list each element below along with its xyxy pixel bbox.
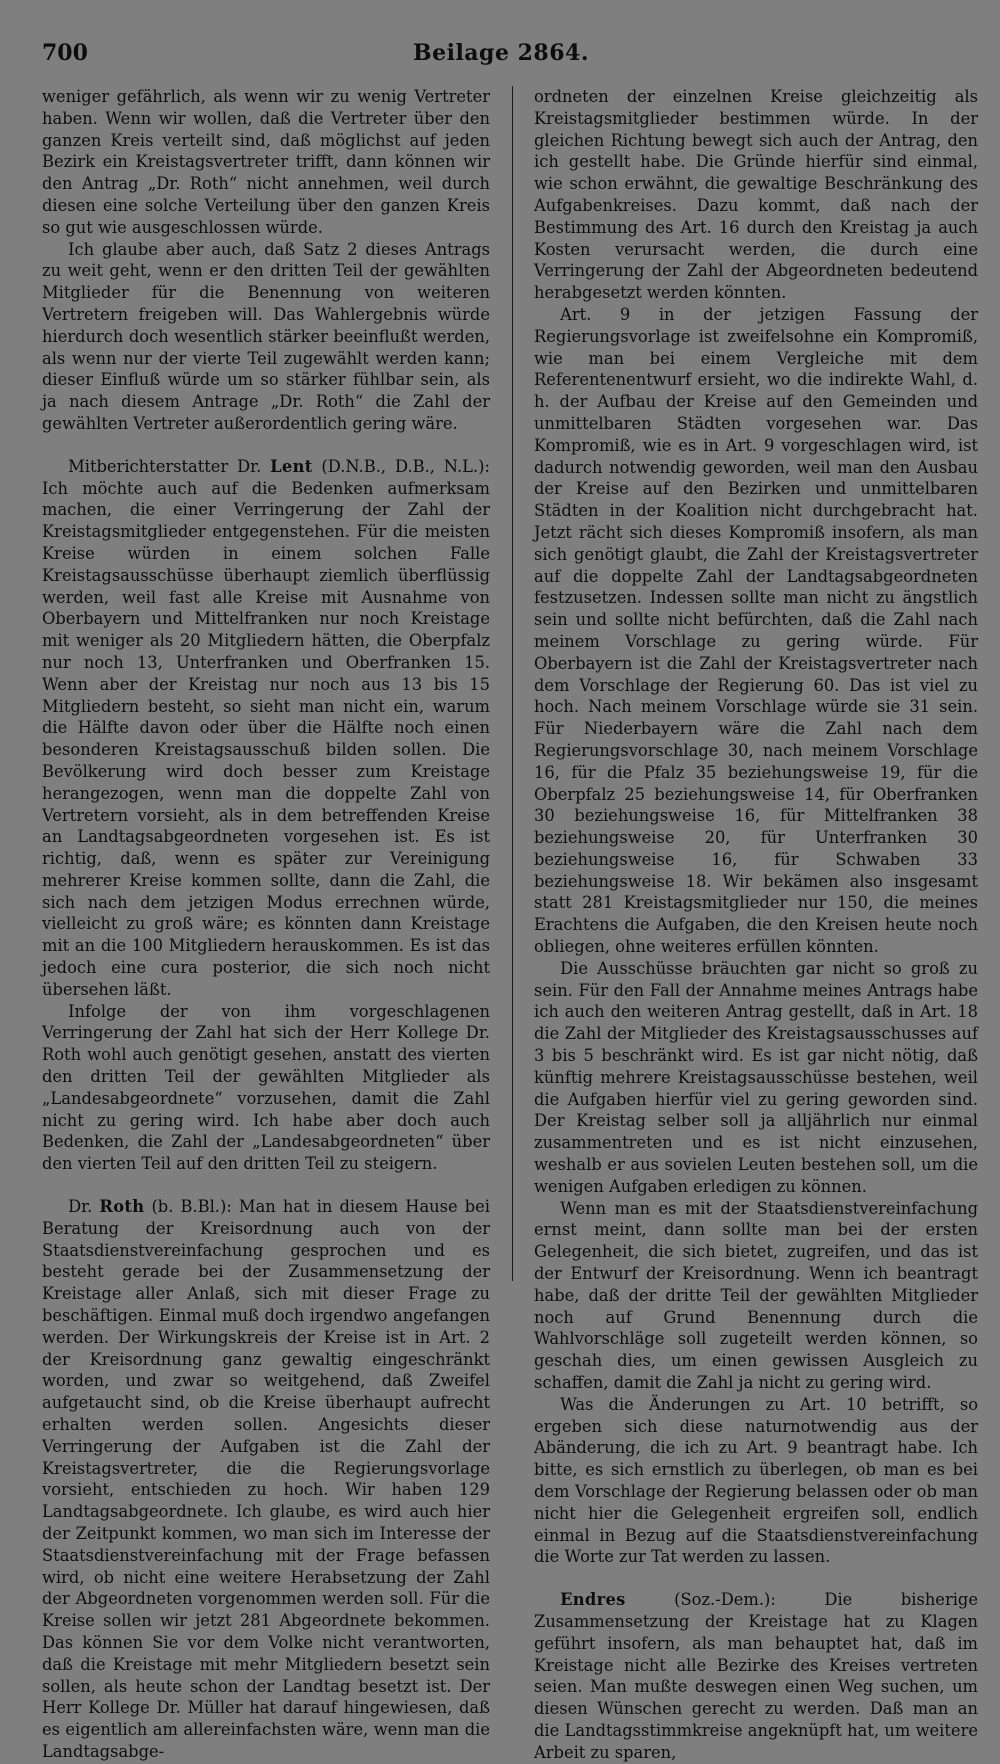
- speaker-name: Lent: [270, 456, 313, 476]
- speech-text: Man hat in diesem Hause bei Beratung der Kreisordnung auch von der Staatsdienstvereinfachung gesprochen und es besteht gerade bei der Zusammensetzung der Kreistage aller Anlaß, sich mit dieser Frage zu beschäftigen. Einmal muß doch irgendwo angefangen werden. Der Wirkungskreis der Kreise ist in Art. 2 der Kreisordnung ganz gewaltig eingeschränkt worden, und zwar so weitgehend, daß Zweifel aufgetaucht sind, ob die Kreise überhaupt aufrecht erhalten werden sollen. Angesichts dieser Verringerung der Aufgaben ist die Zahl der Kreistagsvertreter, die die Regierungsvorlage vorsieht, entschieden zu hoch. Wir haben 129 Landtagsabgeordnete. Ich glaube, es wird auch hier der Zeitpunkt kommen, wo man sich im Interesse der Staatsdienstvereinfachung mit der Frage befassen wird, ob nicht eine weitere Herabsetzung der Zahl der Abgeordneten vorgenommen werden soll. Für die Kreise sollen wir jetzt 281 Abgeordnete bekommen. Das können Sie vor dem Volke nicht verantworten, daß die Kreistage mit mehr Mitgliedern besetzt sein sollen, als heute schon der Landtag besetzt ist. Der Herr Kollege Dr. Müller hat darauf hingewiesen, daß es eigentlich am allereinfachsten wäre, wenn man die Landtagsabge-: [42, 1197, 491, 1761]
- speech-lent: [42, 456, 490, 1001]
- page-header: [42, 40, 960, 70]
- speaker-faction: (D.N.B., D.B., N.L.):: [312, 456, 490, 476]
- speaker-name: Roth: [99, 1197, 145, 1217]
- paragraph: Die Ausschüsse bräuchten gar nicht so groß zu sein. Für den Fall der Annahme meines Antrags habe ich auch den weiteren Antrag gestellt, daß in Art. 18 die Zahl der Mitglieder des Kreistagsausschusses auf 3 bis 5 beschränkt wird. Es ist gar nicht nötig, daß künftig mehrere Kreistagsausschüsse bestehen, weil die Aufgaben hierfür viel zu gering geworden sind. Der Kreistag selber soll ja alljährlich nur einmal zusammentreten und es ist nicht einzusehen, weshalb er aus sovielen Leuten bestehen soll, um die wenigen Aufgaben erledigen zu können.: [534, 958, 978, 1196]
- speaker-role: Dr.: [68, 1197, 100, 1217]
- speech-endres: [534, 1589, 978, 1763]
- paragraph: ordneten der einzelnen Kreise gleichzeitig als Kreistagsmitglieder bestimmen würde. In der gleichen Richtung bewegt sich auch der Antrag, den ich gestellt habe. Die Gründe hierfür sind einmal, wie schon erwähnt, die gewaltige Beschränkung des Aufgabenkreises. Dazu kommt, daß nach der Bestimmung des Art. 16 durch den Kreistag ja auch Kosten verursacht werden, die durch eine Verringerung der Zahl der Abgeordneten bedeutend herabgesetzt werden könnten.: [534, 87, 978, 303]
- paragraph: Art. 9 in der jetzigen Fassung der Regierungsvorlage ist zweifelsohne ein Kompromiß, wie man bei einem Vergleiche mit dem Referentenentwurf ersieht, wo die indirekte Wahl, d. h. der Aufbau der Kreise auf den Gemeinden und unmittelbaren Städten vorgesehen war. Das Kompromiß, wie es in Art. 9 vorgeschlagen wird, ist dadurch notwendig geworden, weil man den Ausbau der Kreise auf den Bezirken und unmittelbaren Städten in der Koalition nicht durchgebracht hat. Jetzt rächt sich dieses Kompromiß insofern, als man sich genötigt glaubt, die Zahl der Kreistagsvertreter auf die doppelte Zahl der Landtagsabgeordneten festzusetzen. Indessen sollte man nicht zu ängstlich sein und sollte nicht befürchten, daß die Zahl nach meinem Vorschlage zu gering würde. Für Oberbayern ist die Zahl der Kreistagsvertreter nach dem Vorschlage der Regierung 60. Das ist viel zu hoch. Nach meinem Vorschlage würde sie 31 sein. Für Niederbayern wäre die Zahl nach dem Regierungsvorschlage 30, nach meinem Vorschlage 16, für die Pfalz 35 beziehungsweise 19, für die Oberpfalz 25 beziehungsweise 14, für Oberfranken 30 beziehungsweise 16, für Mittelfranken 38 beziehungsweise 20, für Unterfranken 30 beziehungsweise 16, für Schwaben 33 beziehungsweise 18. Wir bekämen also insgesamt statt 281 Kreistagsmitglieder nur 150, die meines Erachtens die Aufgaben, die den Kreisen heute noch obliegen, ohne weiteres erfüllen könnten.: [534, 304, 978, 957]
- speaker-faction: (Soz.-Dem.):: [625, 1590, 776, 1610]
- paragraph: weniger gefährlich, als wenn wir zu wenig Vertreter haben. Wenn wir wollen, daß die Vertreter über den ganzen Kreis verteilt sind, daß möglichst auf jeden Bezirk ein Kreistagsvertreter trifft, dann können wir den Antrag „Dr. Roth“ nicht annehmen, weil durch diesen eine solche Verteilung über den ganzen Kreis so gut wie ausgeschlossen würde.: [42, 87, 490, 237]
- paragraph: Infolge der von ihm vorgeschlagenen Verringerung der Zahl hat sich der Herr Kollege Dr. Roth wohl auch genötigt gesehen, anstatt des vierten den dritten Teil der gewählten Mitglieder als „Landesabgeordnete“ vorzusehen, damit die Zahl nicht zu gering wird. Ich habe aber doch auch Bedenken, die Zahl der „Landesabgeordneten“ über den vierten Teil auf den dritten Teil zu steigern.: [42, 1001, 490, 1174]
- speech-text: Ich möchte auch auf die Bedenken aufmerksam machen, die einer Verringerung der Zahl der Kreistagsmitglieder entgegenstehen. Für die meisten Kreise würden in einem solchen Falle Kreistagsausschüsse überhaupt ziemlich überflüssig werden, weil fast alle Kreise mit Ausnahme von Oberbayern und Mittelfranken nur noch Kreistage mit weniger als 20 Mitgliedern hätten, die Oberpfalz nur noch 13, Unterfranken und Oberfranken 15. Wenn aber der Kreistag nur noch aus 13 bis 15 Mitgliedern besteht, so sieht man nicht ein, warum die Hälfte davon oder über die Hälfte noch einen besonderen Kreistagsausschuß bilden sollen. Die Bevölkerung wird doch besser zum Kreistage herangezogen, wenn man die doppelte Zahl von Vertretern vorsieht, als in dem betreffenden Kreise an Landtagsabgeordneten vorgesehen ist. Es ist richtig, daß, wenn es später zur Vereinigung mehrerer Kreise kommen sollte, dann die Zahl, die sich nach dem jetzigen Modus errechnen würde, vielleicht zu groß wäre; es könnten dann Kreistage mit an die 100 Mitgliedern herauskommen. Es ist das jedoch eine cura posterior, die sich noch nicht übersehen läßt.: [42, 478, 490, 999]
- speech-roth: [42, 1196, 490, 1763]
- right-column: [534, 86, 978, 1762]
- paragraph: Wenn man es mit der Staatsdienstvereinfachung ernst meint, dann sollte man bei der ersten Gelegenheit, die sich bietet, zugreifen, und das ist der Entwurf der Kreisordnung. Wenn ich beantragt habe, daß der dritte Teil der gewählten Mitglieder noch auf Grund Benennung durch die Wahlvorschläge soll zugeteilt werden können, so geschah dies, um einen gewissen Ausgleich zu schaffen, damit die Zahl ja nicht zu gering wird.: [534, 1198, 978, 1393]
- paragraph: Was die Änderungen zu Art. 10 betrifft, so ergeben sich diese naturnotwendig aus der Abänderung, die ich zu Art. 9 beantragt habe. Ich bitte, es sich ernstlich zu überlegen, ob man es bei dem Vorschlage der Regierung belassen oder ob man nicht hier die Gelegenheit ergreifen soll, endlich einmal in Bezug auf die Staatsdienstvereinfachung die Worte zur Tat werden zu lassen.: [534, 1394, 978, 1567]
- speaker-role: Mitberichterstatter Dr.: [68, 456, 271, 476]
- speech-text: Die bisherige Zusammensetzung der Kreistage hat zu Klagen geführt insofern, als man behauptet hat, daß im Kreistage nicht alle Bezirke des Kreises vertreten seien. Man mußte deswegen einen Weg suchen, um diesen Wünschen gerecht zu werden. Daß man an die Landtagsstimmkreise angeknüpft hat, um weitere Arbeit zu sparen,: [534, 1590, 978, 1762]
- column-divider: [512, 86, 513, 1281]
- speaker-name: Endres: [560, 1590, 626, 1610]
- left-column: [42, 86, 491, 1761]
- header-title: Beilage 2864.: [413, 40, 589, 66]
- page-number: 700: [42, 40, 88, 66]
- paragraph: Ich glaube aber auch, daß Satz 2 dieses Antrags zu weit geht, wenn er den dritten Teil der gewählten Mitglieder für die Benennung von weiteren Vertretern freigeben will. Das Wahlergebnis würde hierdurch doch wesentlich stärker beeinflußt werden, als wenn nur der vierte Teil zugewählt werden kann; dieser Einfluß würde um so stärker fühlbar sein, als ja nach diesem Antrage „Dr. Roth“ die Zahl der gewählten Vertreter außerordentlich gering wäre.: [42, 239, 490, 433]
- speaker-faction: (b. B.Bl.):: [144, 1197, 232, 1217]
